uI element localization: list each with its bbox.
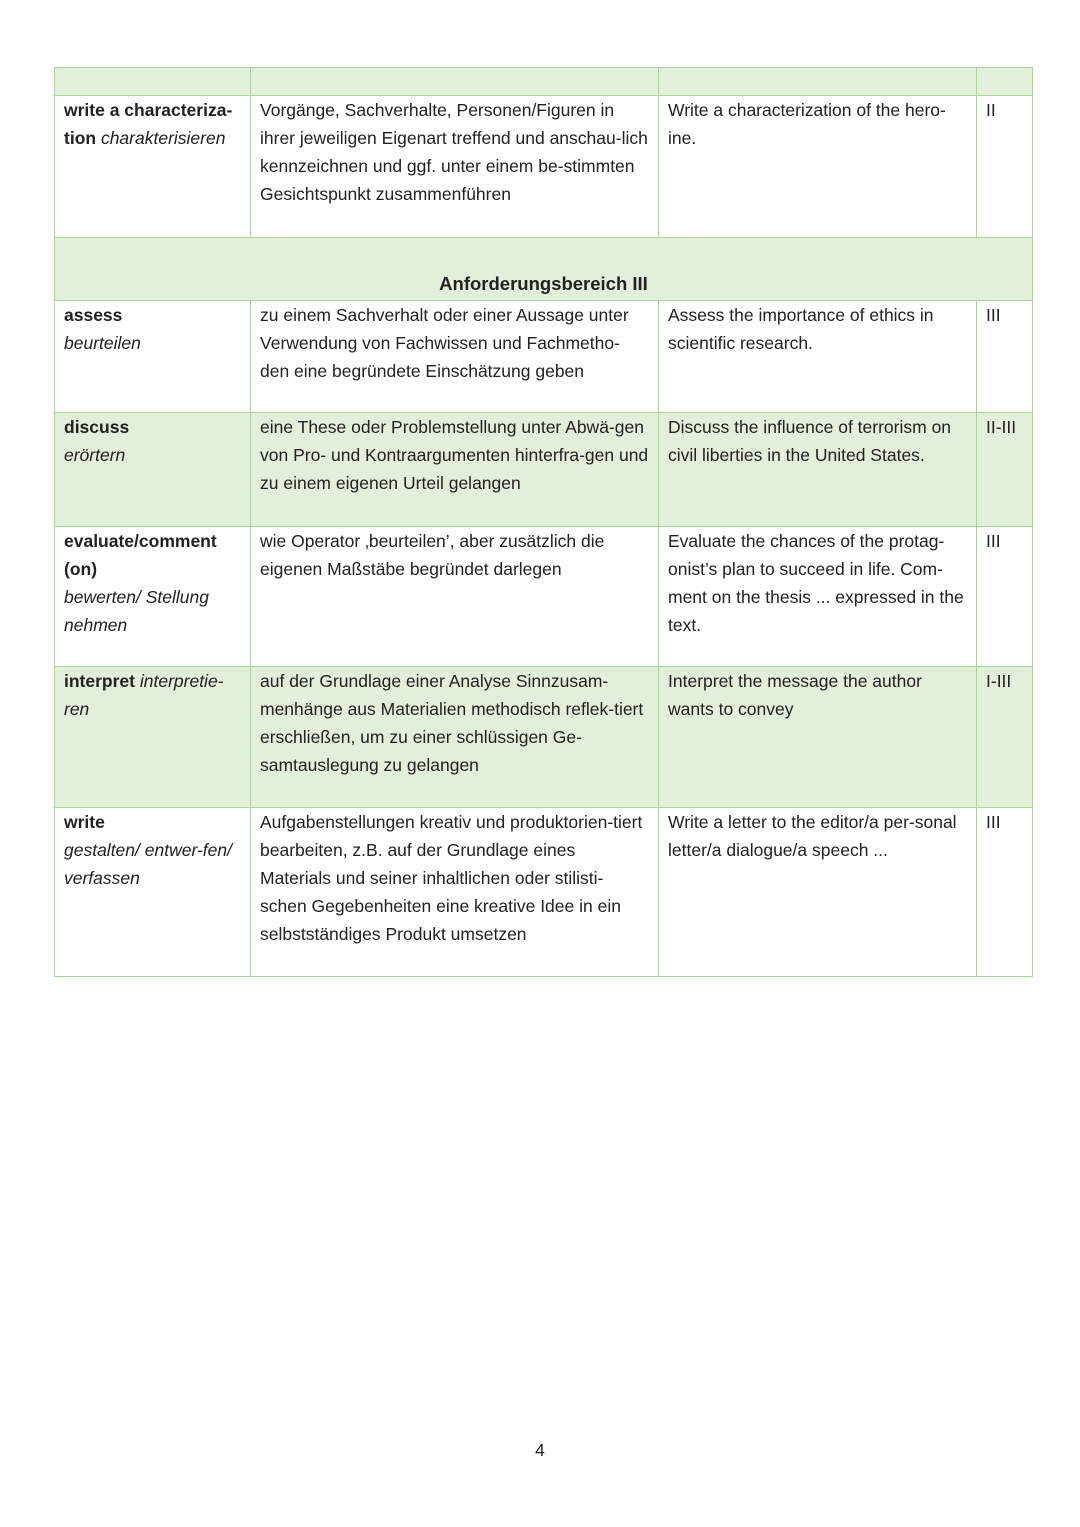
- example-cell: Assess the importance of ethics in scientific research.: [659, 301, 977, 413]
- definition-cell: Vorgänge, Sachverhalte, Personen/Figuren in ihrer jeweiligen Eigenart treffend und anschau-lich kennzeichnen und ggf. unter einem be-stimmten Gesichtspunkt zusammenführen: [251, 96, 659, 238]
- operator-de: erörtern: [64, 445, 126, 465]
- section-row: [55, 238, 1033, 301]
- example-cell: Discuss the influence of terrorism on civil liberties in the United States.: [659, 413, 977, 527]
- operator-cell: [55, 96, 251, 238]
- definition-cell: Aufgabenstellungen kreativ und produktorien-tiert bearbeiten, z.B. auf der Grundlage eines Materials und seiner inhaltlichen oder stilisti-schen Gegebenheiten eine kreative Idee in ein selbstständiges Produkt umsetzen: [251, 808, 659, 977]
- table-row: [55, 808, 1033, 977]
- operator-table: [54, 67, 1033, 977]
- table-row: [55, 301, 1033, 413]
- definition-cell: zu einem Sachverhalt oder einer Aussage unter Verwendung von Fachwissen und Fachmetho-den eine begründete Einschätzung geben: [251, 301, 659, 413]
- page-number: 4: [535, 1440, 545, 1460]
- level-cell: III: [977, 527, 1033, 667]
- definition-cell: eine These oder Problemstellung unter Abwä-gen von Pro- und Kontraargumenten hinterfra-gen und zu einem eigenen Urteil gelangen: [251, 413, 659, 527]
- operator-cell: [55, 413, 251, 527]
- level-cell: II: [977, 96, 1033, 238]
- table-row: [55, 413, 1033, 527]
- level-cell: II-III: [977, 413, 1033, 527]
- operator-cell: [55, 527, 251, 667]
- operator-en: assess: [64, 305, 123, 325]
- level-cell: I-III: [977, 667, 1033, 808]
- table-row: [55, 96, 1033, 238]
- operator-en: interpret: [64, 671, 135, 691]
- level-cell: III: [977, 808, 1033, 977]
- table-row: [55, 667, 1033, 808]
- operator-de: charakterisieren: [100, 128, 226, 148]
- operator-en: evaluate/comment (on): [64, 531, 217, 579]
- level-cell: III: [977, 301, 1033, 413]
- operator-cell: [55, 667, 251, 808]
- operator-en: write: [64, 812, 105, 832]
- header-cell: [659, 68, 977, 96]
- definition-cell: wie Operator ‚beurteilen’, aber zusätzlich die eigenen Maßstäbe begründet darlegen: [251, 527, 659, 667]
- header-cell: [251, 68, 659, 96]
- section-title: Anforderungsbereich III: [55, 238, 1033, 301]
- operator-cell: [55, 808, 251, 977]
- operator-en: write a characteriza-tion: [64, 100, 233, 148]
- example-cell: Evaluate the chances of the protag-onist’s plan to succeed in life. Com-ment on the thesis ... expressed in the text.: [659, 527, 977, 667]
- example-cell: Write a letter to the editor/a per-sonal letter/a dialogue/a speech ...: [659, 808, 977, 977]
- example-cell: Write a characterization of the hero-ine.: [659, 96, 977, 238]
- operator-de: bewerten/ Stellung nehmen: [64, 587, 209, 635]
- header-cell: [55, 68, 251, 96]
- operator-de: gestalten/ entwer-fen/ verfassen: [64, 840, 232, 888]
- example-cell: Interpret the message the author wants to convey: [659, 667, 977, 808]
- operator-en: discuss: [64, 417, 130, 437]
- table-row: [55, 527, 1033, 667]
- table-header-row: [55, 68, 1033, 96]
- header-cell: [977, 68, 1033, 96]
- operator-de: interpretie-ren: [64, 671, 224, 719]
- operator-de: beurteilen: [64, 333, 141, 353]
- operator-cell: [55, 301, 251, 413]
- definition-cell: auf der Grundlage einer Analyse Sinnzusam-menhänge aus Materialien methodisch reflek-tiert erschließen, um zu einer schlüssigen Ge-samtauslegung zu gelangen: [251, 667, 659, 808]
